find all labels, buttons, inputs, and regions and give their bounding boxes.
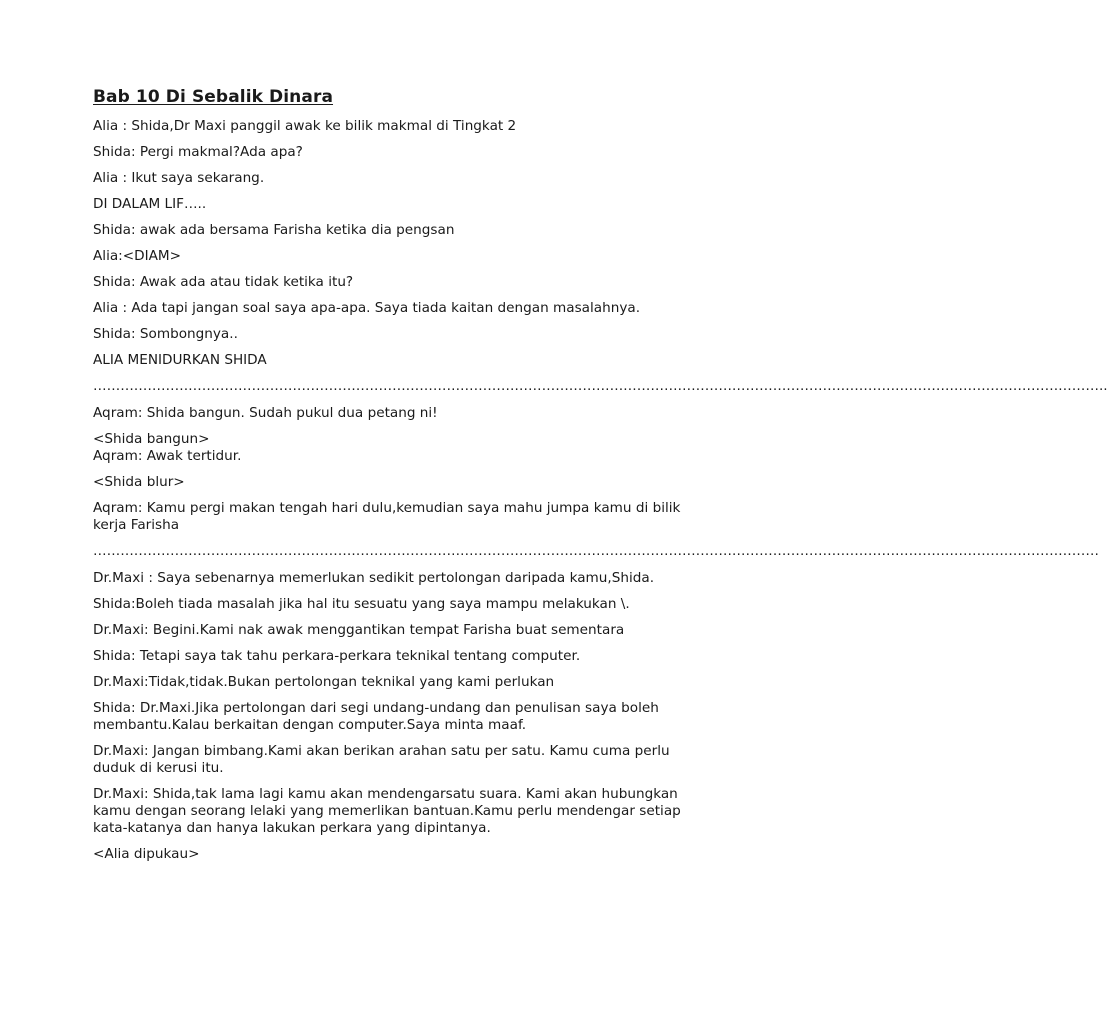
dialogue-line: Shida: Awak ada atau tidak ketika itu? [93,274,354,290]
stage-direction: <Shida blur> [93,474,185,490]
dialogue-line: Dr.Maxi: Begini.Kami nak awak menggantikan tempat Farisha buat sementara [93,622,625,638]
stage-direction: <Alia dipukau> [93,846,200,862]
dialogue-line: Aqram: Shida bangun. Sudah pukul dua petang ni! [93,405,438,421]
dialogue-line: Dr.Maxi: Shida,tak lama lagi kamu akan mendengarsatu suara. Kami akan hubungkan kamu dengan seorang lelaki yang memerlikan bantuan.Kamu perlu mendengar setiap kata-katanya dan hanya lakukan perkara yang dipintanya. [93,786,686,836]
dialogue-line: Alia : Ikut saya sekarang. [93,170,265,186]
scene-heading: DI DALAM LIF….. [93,196,207,212]
dialogue-line: Alia:<DIAM> [93,248,182,264]
dialogue-line: Shida: Dr.Maxi.Jika pertolongan dari segi undang-undang dan penulisan saya boleh membantu.Kalau berkaitan dengan computer.Saya minta maaf. [93,700,664,733]
scene-direction: ALIA MENIDURKAN SHIDA [93,352,267,368]
dialogue-line: Dr.Maxi : Saya sebenarnya memerlukan sedikit pertolongan daripada kamu,Shida. [93,570,655,586]
dialogue-line: Aqram: Kamu pergi makan tengah hari dulu,kemudian saya mahu jumpa kamu di bilik kerja Farisha [93,500,685,533]
dialogue-line: Shida: Sombongnya.. [93,326,238,342]
chapter-title: Bab 10 Di Sebalik Dinara [93,87,334,107]
dialogue-line: Aqram: Awak tertidur. [93,448,242,464]
scene-separator: …………………………………………………………………………………………………………………………………………………………………………………………………….. [93,378,1108,394]
dialogue-line: Shida:Boleh tiada masalah jika hal itu sesuatu yang saya mampu melakukan \. [93,596,630,612]
dialogue-line: Dr.Maxi: Jangan bimbang.Kami akan berikan arahan satu per satu. Kamu cuma perlu duduk di kerusi itu. [93,743,674,776]
dialogue-line: Shida: Pergi makmal?Ada apa? [93,144,303,160]
dialogue-line: Alia : Ada tapi jangan soal saya apa-apa. Saya tiada kaitan dengan masalahnya. [93,300,641,316]
dialogue-line: Shida: awak ada bersama Farisha ketika dia pengsan [93,222,455,238]
dialogue-line: Alia : Shida,Dr Maxi panggil awak ke bilik makmal di Tingkat 2 [93,118,517,134]
dialogue-line: Dr.Maxi:Tidak,tidak.Bukan pertolongan teknikal yang kami perlukan [93,674,555,690]
document-page [93,86,1108,872]
scene-separator: …………………………………………………………………………………………………………………………………………………………………………………………………… [93,543,1099,559]
dialogue-line: Shida: Tetapi saya tak tahu perkara-perkara teknikal tentang computer. [93,648,581,664]
stage-direction: <Shida bangun> [93,431,210,447]
